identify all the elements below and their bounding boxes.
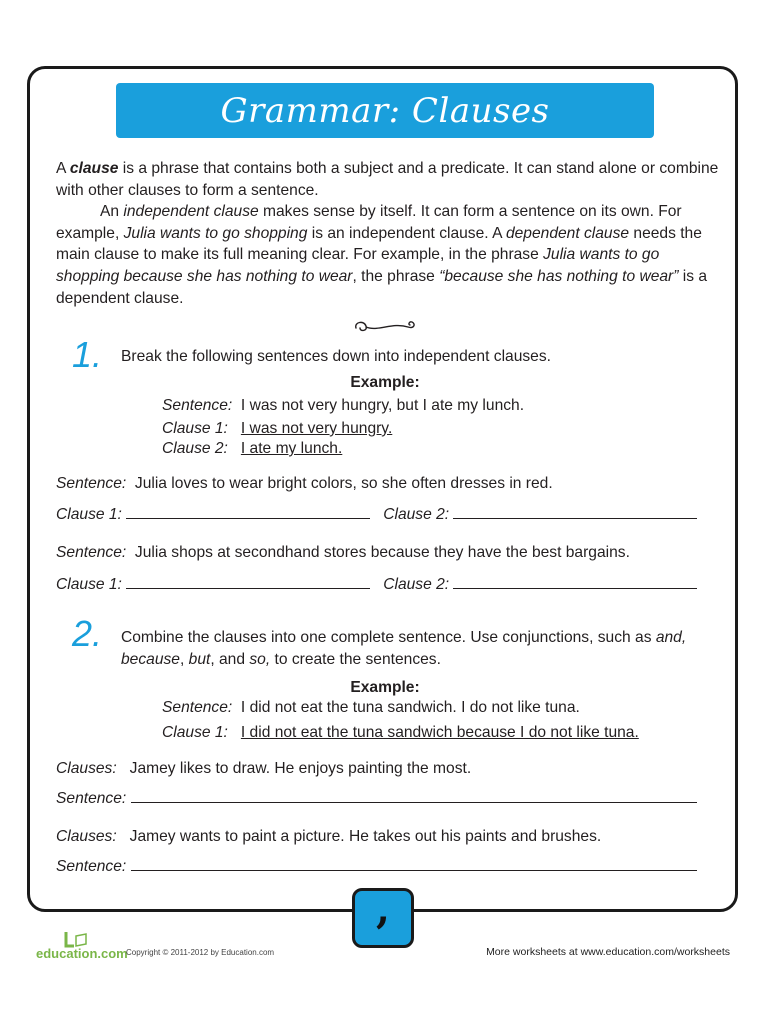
education-logo-icon[interactable]: [36, 928, 126, 964]
comma-symbol: ,: [376, 886, 390, 933]
logo-text: education.com: [36, 946, 128, 961]
example-1-clause-1: Clause 1: I was not very hungry.: [162, 420, 393, 437]
intro-paragraph-1: A clause is a phrase that contains both a subject and a predicate. It can stand alone or combine with other clauses to form a sentence.: [56, 160, 719, 199]
sentence-answer-line[interactable]: [131, 788, 697, 803]
section-1-number: 1.: [72, 334, 103, 375]
clause-1-answer-line[interactable]: [126, 504, 370, 519]
comma-badge: [352, 888, 414, 948]
page-title: Grammar: Clauses: [220, 90, 550, 131]
intro-paragraph-2: An independent clause makes sense by itself. It can form a sentence on its own. For example, Julia wants to go shopping is an independent clause. A dependent clause needs the main clause to make its full meaning clear. For example, in the phrase Julia wants to go shopping because she has nothing to wear, the phrase “because she has nothing to wear” is a dependent clause.: [56, 203, 708, 307]
swirl-ornament-icon: [352, 318, 418, 336]
example-1-clause-2: Clause 2: I ate my lunch.: [162, 440, 343, 457]
exercise-1b-clauses: Clause 1: Clause 2:: [56, 574, 697, 594]
exercise-1a-clauses: Clause 1: Clause 2:: [56, 504, 697, 524]
more-worksheets-link[interactable]: More worksheets at www.education.com/worksheets: [486, 946, 730, 958]
clause-2-answer-line[interactable]: [453, 574, 697, 589]
example-1-sentence: Sentence: I was not very hungry, but I ate my lunch.: [162, 397, 525, 414]
section-1-instruction: Break the following sentences down into independent clauses.: [121, 348, 551, 365]
exercise-2a-clauses: Clauses: Jamey likes to draw. He enjoys painting the most.: [56, 760, 472, 777]
section-2-number: 2.: [72, 613, 103, 654]
example-2-clause-1: Clause 1: I did not eat the tuna sandwich because I do not like tuna.: [162, 724, 639, 741]
exercise-1a-sentence: Sentence: Julia loves to wear bright colors, so she often dresses in red.: [56, 475, 553, 492]
copyright-text: Copyright © 2011-2012 by Education.com: [126, 948, 275, 957]
section-1-example-heading: Example:: [350, 374, 420, 391]
clause-1-answer-line[interactable]: [126, 574, 370, 589]
exercise-2a-sentence: Sentence:: [56, 788, 697, 808]
exercise-2b-sentence: Sentence:: [56, 856, 697, 876]
intro-text: [56, 158, 726, 309]
exercise-2b-clauses: Clauses: Jamey wants to paint a picture. He takes out his paints and brushes.: [56, 828, 602, 845]
section-2-instruction: Combine the clauses into one complete sentence. Use conjunctions, such as and, because, but, and so, to create the sentences.: [121, 629, 687, 668]
example-2-sentence: Sentence: I did not eat the tuna sandwich. I do not like tuna.: [162, 699, 580, 716]
section-2-example-heading: Example:: [350, 679, 420, 696]
sentence-answer-line[interactable]: [131, 856, 697, 871]
clause-2-answer-line[interactable]: [453, 504, 697, 519]
title-banner: [116, 83, 654, 138]
exercise-1b-sentence: Sentence: Julia shops at secondhand stores because they have the best bargains.: [56, 544, 630, 561]
